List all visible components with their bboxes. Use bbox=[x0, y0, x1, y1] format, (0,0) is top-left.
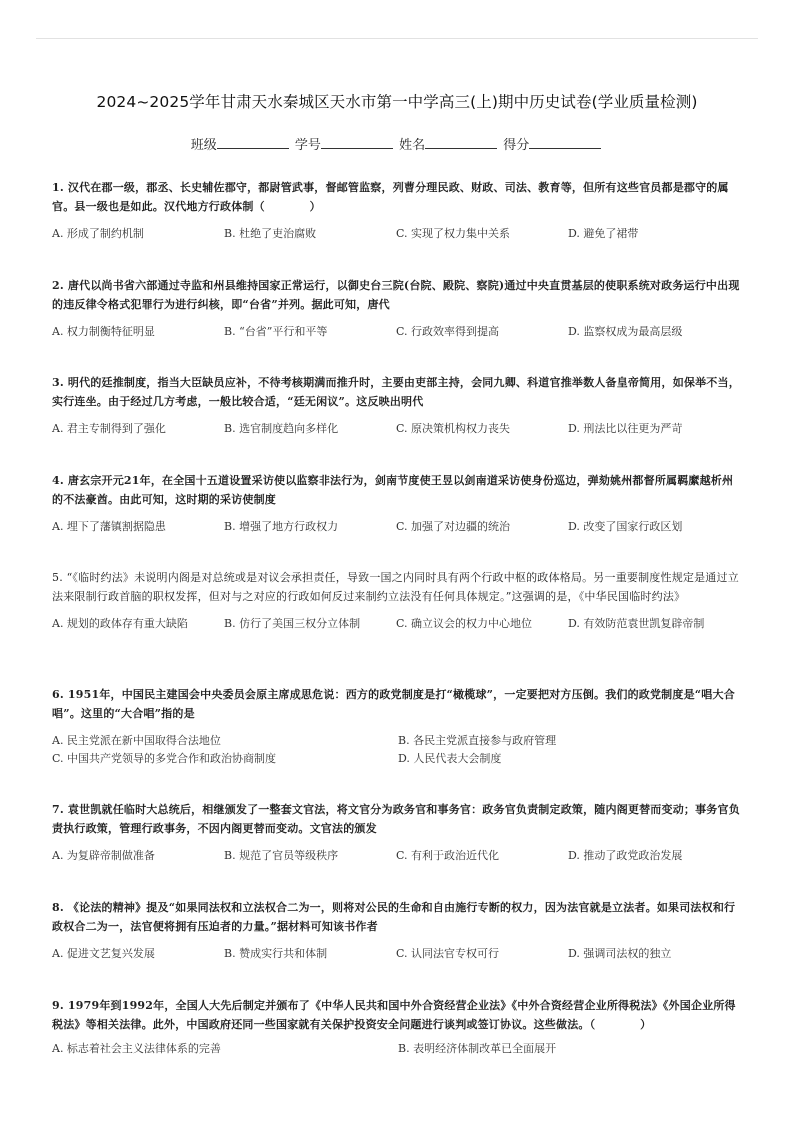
question-5 bbox=[52, 568, 744, 633]
student-info-row bbox=[0, 134, 794, 153]
option-a[interactable]: A. 促进文艺复兴发展 bbox=[52, 947, 155, 960]
question-8 bbox=[52, 898, 744, 963]
question-stem: 7. 袁世凯就任临时大总统后，相继颁发了一整套文官法，将文官分为政务官和事务官：政务官负责制定政策，随内阁更替而变动；事务官负责执行政策，管理行政事务，不因内阁更替而变动。文官法的颁发 bbox=[52, 803, 740, 835]
question-stem: 8. 《论法的精神》提及“如果同法权和立法权合二为一，则将对公民的生命和自由施行专断的权力，因为法官就是立法者。如果司法权和行政权合二为一，法官便将拥有压迫者的力量。”据材料可知该书作者 bbox=[52, 901, 736, 933]
option-a[interactable]: A. 规划的政体存有重大缺陷 bbox=[52, 617, 188, 630]
option-b[interactable]: B. 各民主党派直接参与政府管理 bbox=[398, 734, 557, 747]
option-b[interactable]: B. “台省”平行和平等 bbox=[224, 325, 328, 338]
options bbox=[52, 732, 744, 768]
question-6 bbox=[52, 685, 744, 768]
option-b[interactable]: B. 增强了地方行政权力 bbox=[224, 520, 339, 533]
option-c[interactable]: C. 加强了对边疆的统治 bbox=[396, 520, 511, 533]
options bbox=[52, 945, 744, 963]
option-c[interactable]: C. 有利于政治近代化 bbox=[396, 849, 500, 862]
option-a[interactable]: A. 埋下了藩镇割据隐患 bbox=[52, 520, 166, 533]
question-stem: 9. 1979年到1992年，全国人大先后制定并颁布了《中华人民共和国中外合资经营企业法》《中外合资经营企业所得税法》《外国企业所得税法》等相关法律。此外，中国政府还同一些国家就有关保护投资安全问题进行谈判或签订协议。这些做法。（ ） bbox=[52, 999, 736, 1031]
question-3 bbox=[52, 373, 744, 438]
option-d[interactable]: D. 改变了国家行政区划 bbox=[568, 520, 683, 533]
option-c[interactable]: C. 中国共产党领导的多党合作和政治协商制度 bbox=[52, 752, 277, 765]
question-4 bbox=[52, 471, 744, 536]
option-d[interactable]: D. 强调司法权的独立 bbox=[568, 947, 672, 960]
option-b[interactable]: B. 赞成实行共和体制 bbox=[224, 947, 328, 960]
name-label: 姓名 bbox=[399, 138, 426, 153]
option-b[interactable]: B. 杜绝了吏治腐败 bbox=[224, 227, 317, 240]
option-c[interactable]: C. 实现了权力集中关系 bbox=[396, 227, 511, 240]
question-7 bbox=[52, 800, 744, 865]
question-stem: 4. 唐玄宗开元21年，在全国十五道设置采访使以监察非法行为，剑南节度使王昱以剑南道采访使身份巡边，弹劾姚州都督所属羁縻越析州的不法豪酋。由此可知，这时期的采访使制度 bbox=[52, 474, 734, 506]
option-d[interactable]: D. 监察权成为最高层级 bbox=[568, 325, 683, 338]
page-title: 2024~2025学年甘肃天水秦城区天水市第一中学高三(上)期中历史试卷(学业质量检测) bbox=[96, 93, 698, 111]
score-label: 得分 bbox=[503, 138, 530, 153]
question-9 bbox=[52, 996, 744, 1058]
option-a[interactable]: A. 民主党派在新中国取得合法地位 bbox=[52, 734, 221, 747]
option-a[interactable]: A. 权力制衡特征明显 bbox=[52, 325, 155, 338]
option-b[interactable]: B. 表明经济体制改革已全面展开 bbox=[398, 1042, 557, 1055]
student-id-label: 学号 bbox=[294, 138, 321, 153]
question-stem: 6. 1951年，中国民主建国会中央委员会原主席成思危说：西方的政党制度是打“橄榄球”，一定要把对方压倒。我们的政党制度是“唱大合唱”。这里的“大合唱”指的是 bbox=[52, 688, 735, 720]
option-a[interactable]: A. 君主专制得到了强化 bbox=[52, 422, 166, 435]
question-stem: 2. 唐代以尚书省六部通过寺监和州县维持国家正常运行，以御史台三院(台院、殿院、察院)通过中央直贯基层的使职系统对政务运行中出现的违反律令格式犯罪行为进行纠核，即“台省”并列。据此可知，唐代 bbox=[52, 279, 740, 311]
options bbox=[52, 847, 744, 865]
option-a[interactable]: A. 为复辟帝制做准备 bbox=[52, 849, 155, 862]
option-b[interactable]: B. 选官制度趋向多样化 bbox=[224, 422, 339, 435]
option-b[interactable]: B. 仿行了美国三权分立体制 bbox=[224, 617, 361, 630]
class-blank[interactable] bbox=[217, 136, 289, 149]
options bbox=[52, 518, 744, 536]
option-a[interactable]: A. 标志着社会主义法律体系的完善 bbox=[52, 1042, 221, 1055]
question-stem: 5. “《临时约法》未说明内阁是对总统或是对议会承担责任，导致一国之内同时具有两个行政中枢的政体格局。另一重要制度性规定是通过立法来限制行政首脑的职权发挥，但对与之对应的行政如何反过来制约立法没有任何具体规定。”这强调的是，《中华民国临时约法》 bbox=[52, 571, 739, 603]
option-d[interactable]: D. 刑法比以往更为严苛 bbox=[568, 422, 683, 435]
option-c[interactable]: C. 确立议会的权力中心地位 bbox=[396, 617, 533, 630]
options bbox=[52, 225, 744, 243]
options bbox=[52, 420, 744, 438]
option-b[interactable]: B. 规范了官员等级秩序 bbox=[224, 849, 339, 862]
option-d[interactable]: D. 人民代表大会制度 bbox=[398, 752, 502, 765]
score-blank[interactable] bbox=[529, 136, 601, 149]
question-1 bbox=[52, 178, 744, 243]
option-d[interactable]: D. 避免了裙带 bbox=[568, 227, 639, 240]
option-a[interactable]: A. 形成了制约机制 bbox=[52, 227, 144, 240]
option-c[interactable]: C. 行政效率得到提高 bbox=[396, 325, 500, 338]
option-d[interactable]: D. 有效防范袁世凯复辟帝制 bbox=[568, 617, 705, 630]
page-top-rule bbox=[36, 38, 758, 39]
option-d[interactable]: D. 推动了政党政治发展 bbox=[568, 849, 683, 862]
option-c[interactable]: C. 认同法官专权可行 bbox=[396, 947, 500, 960]
question-2 bbox=[52, 276, 744, 341]
options bbox=[52, 615, 744, 633]
class-label: 班级 bbox=[190, 138, 217, 153]
question-stem: 3. 明代的廷推制度，指当大臣缺员应补，不待考核期满而推升时，主要由吏部主持，会同九卿、科道官推举数人备皇帝简用，如保举不当，实行连坐。由于经过几方考虑，一般比较合适，“廷无闲议”。这反映出明代 bbox=[52, 376, 740, 408]
name-blank[interactable] bbox=[425, 136, 497, 149]
student-id-blank[interactable] bbox=[321, 136, 393, 149]
option-c[interactable]: C. 原决策机构权力丧失 bbox=[396, 422, 511, 435]
options bbox=[52, 323, 744, 341]
options bbox=[52, 1040, 744, 1058]
question-stem: 1. 汉代在郡一级，郡丞、长史辅佐郡守，都尉管武事，督邮管监察，列曹分理民政、财政、司法、教育等，但所有这些官员都是郡守的属官。县一级也是如此。汉代地方行政体制（ ） bbox=[52, 181, 729, 213]
